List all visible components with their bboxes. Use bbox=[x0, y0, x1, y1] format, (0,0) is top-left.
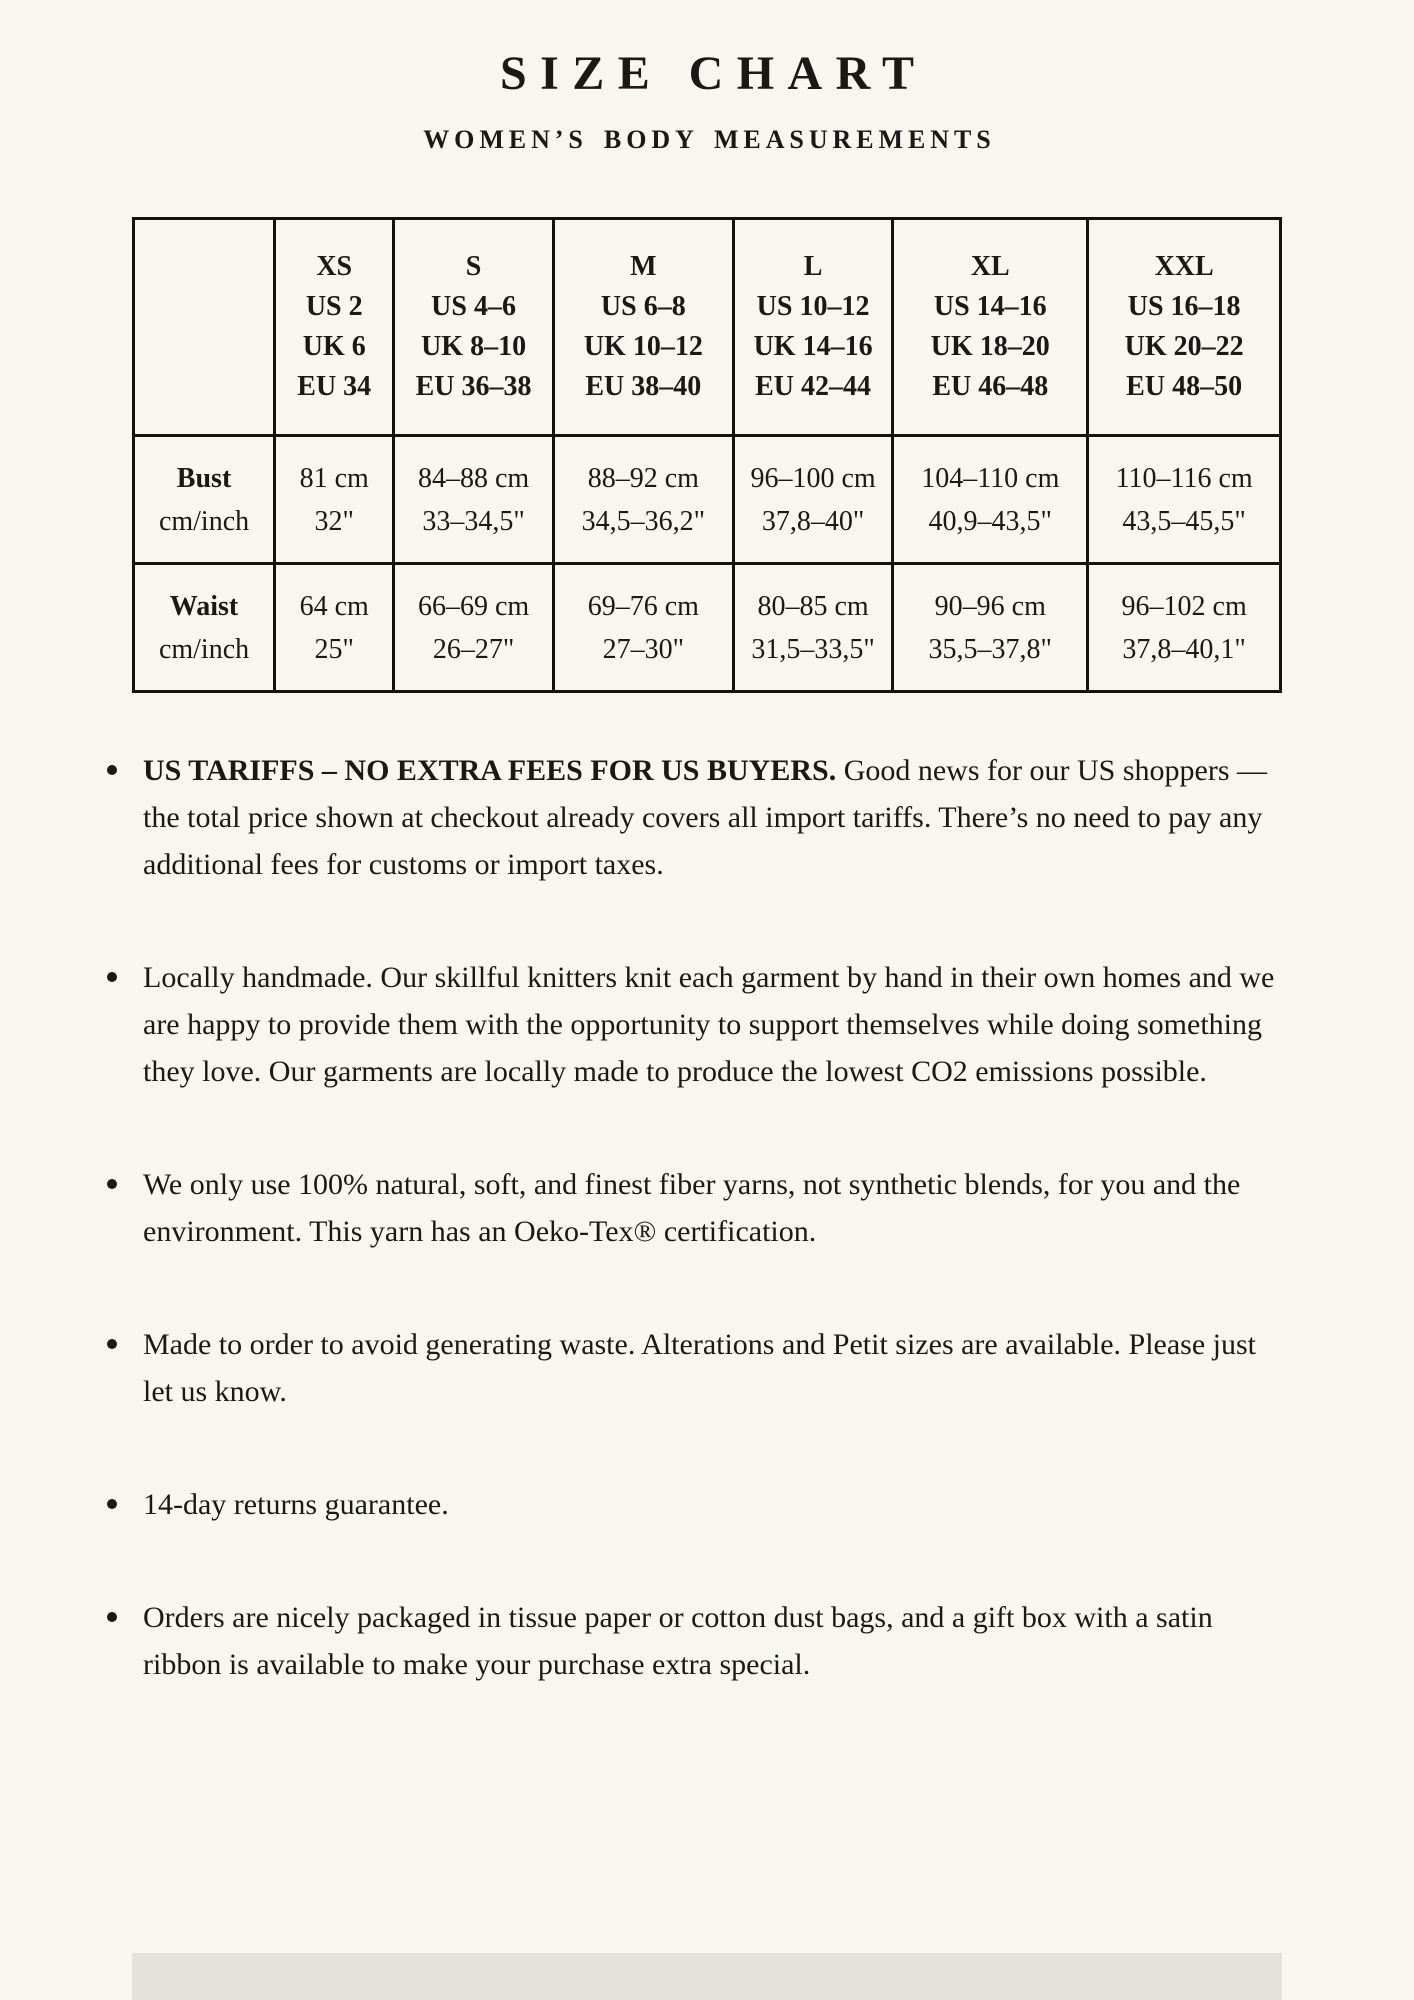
page-subtitle: WOMEN’S BODY MEASUREMENTS bbox=[423, 125, 996, 155]
measurement-cell: 90–96 cm 35,5–37,8" bbox=[893, 564, 1088, 692]
size-column-header-xl: XL US 14–16 UK 18–20 EU 46–48 bbox=[893, 219, 1088, 436]
note-item-1 bbox=[143, 747, 1282, 888]
note-text: Orders are nicely packaged in tissue paper or cotton dust bags, and a gift box with a satin ribbon is available to make your purchase extra special. bbox=[143, 1601, 1213, 1682]
note-item-2 bbox=[143, 954, 1282, 1095]
row-label-cell: Bust cm/inch bbox=[134, 436, 275, 564]
note-text: Locally handmade. Our skillful knitters knit each garment by hand in their own homes and we are happy to provide them with the opportunity to support themselves while doing something they love. Our garments are locally made to produce the lowest CO2 emissions possible. bbox=[143, 961, 1275, 1089]
size-table-corner-cell bbox=[134, 219, 275, 436]
size-column-header-xxl: XXL US 16–18 UK 20–22 EU 48–50 bbox=[1088, 219, 1281, 436]
bullet-dot bbox=[107, 765, 117, 775]
size-table bbox=[132, 217, 1282, 693]
measurement-cell: 88–92 cm 34,5–36,2" bbox=[553, 436, 733, 564]
note-item-4 bbox=[143, 1321, 1282, 1415]
page-title: SIZE CHART bbox=[499, 47, 928, 100]
measurement-cell: 66–69 cm 26–27" bbox=[394, 564, 553, 692]
size-table-body bbox=[134, 436, 1281, 692]
measurement-row-bust bbox=[134, 436, 1281, 564]
size-column-header-xs: XS US 2 UK 6 EU 34 bbox=[275, 219, 394, 436]
next-section-band bbox=[132, 1953, 1282, 2000]
bullet-dot bbox=[107, 972, 117, 982]
row-label-cell: Waist cm/inch bbox=[134, 564, 275, 692]
bullet-dot bbox=[107, 1499, 117, 1509]
note-item-6 bbox=[143, 1594, 1282, 1688]
note-text: We only use 100% natural, soft, and finest fiber yarns, not synthetic blends, for you and the environment. This yarn has an Oeko-Tex® certification. bbox=[143, 1168, 1241, 1249]
product-notes-list bbox=[132, 747, 1282, 1688]
measurement-row-waist bbox=[134, 564, 1281, 692]
bullet-dot bbox=[107, 1339, 117, 1349]
note-item-3 bbox=[143, 1161, 1282, 1255]
size-column-header-m: M US 6–8 UK 10–12 EU 38–40 bbox=[553, 219, 733, 436]
measurement-cell: 81 cm 32" bbox=[275, 436, 394, 564]
measurement-cell: 80–85 cm 31,5–33,5" bbox=[733, 564, 892, 692]
measurement-cell: 104–110 cm 40,9–43,5" bbox=[893, 436, 1088, 564]
measurement-cell: 96–102 cm 37,8–40,1" bbox=[1088, 564, 1281, 692]
measurement-cell: 69–76 cm 27–30" bbox=[553, 564, 733, 692]
bullet-dot bbox=[107, 1612, 117, 1622]
note-text: 14-day returns guarantee. bbox=[143, 1488, 449, 1522]
note-text: Made to order to avoid generating waste. Alterations and Petit sizes are available. Please just let us know. bbox=[143, 1328, 1256, 1409]
size-table-header-row bbox=[134, 219, 1281, 436]
measurement-cell: 64 cm 25" bbox=[275, 564, 394, 692]
size-column-header-l: L US 10–12 UK 14–16 EU 42–44 bbox=[733, 219, 892, 436]
bullet-dot bbox=[107, 1179, 117, 1189]
measurement-cell: 96–100 cm 37,8–40" bbox=[733, 436, 892, 564]
size-chart-document bbox=[132, 0, 1282, 1688]
note-item-5 bbox=[143, 1481, 1282, 1528]
note-text: US TARIFFS – NO EXTRA FEES FOR US BUYERS. Good news for our US shoppers — the total price shown at checkout already covers all import tariffs. There’s no need to pay any additional fees for customs or import taxes. bbox=[143, 754, 1267, 882]
measurement-cell: 84–88 cm 33–34,5" bbox=[394, 436, 553, 564]
note-lead: US TARIFFS – NO EXTRA FEES FOR US BUYERS. bbox=[143, 754, 844, 788]
size-column-header-s: S US 4–6 UK 8–10 EU 36–38 bbox=[394, 219, 553, 436]
measurement-cell: 110–116 cm 43,5–45,5" bbox=[1088, 436, 1281, 564]
